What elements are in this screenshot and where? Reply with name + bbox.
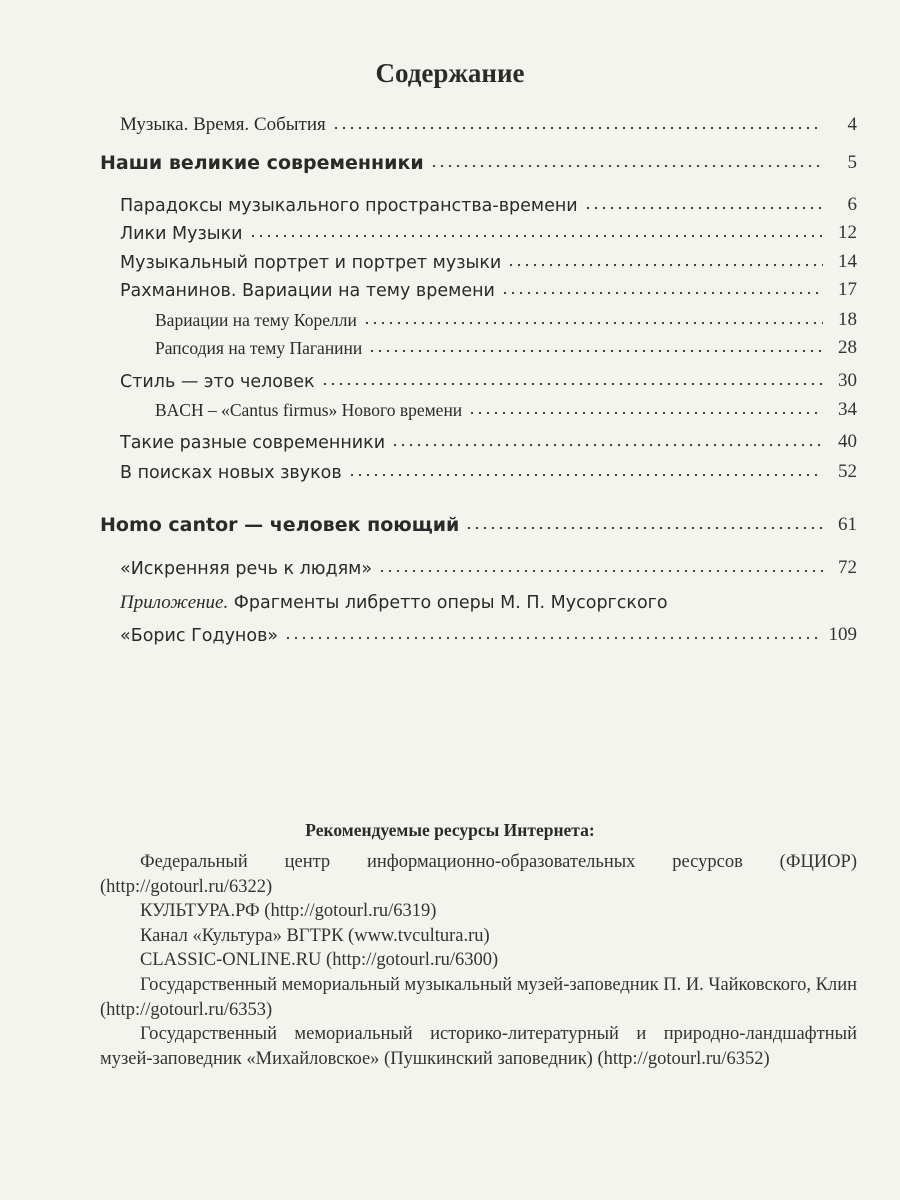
toc-page-number: 18 [838,309,857,330]
toc-entry[interactable] [0,275,900,301]
toc-entry-text: Homo cantor — человек поющий [100,514,460,536]
toc-entry-text: Музыкальный портрет и портрет музыки [120,253,502,273]
toc-entry-text: Рахманинов. Вариации на тему времени [120,281,495,301]
toc-appendix-line1[interactable] [120,592,860,614]
toc-entry-text: Парадоксы музыкального пространства-времени [120,196,578,216]
dot-leader [363,321,823,325]
dot-leader [348,473,823,477]
toc-page-number: 6 [847,194,857,215]
toc-title: Содержание [375,58,525,88]
toc-page-number: 30 [838,370,857,391]
toc-subentry[interactable] [0,395,900,421]
toc-page-number: 109 [828,624,857,645]
dot-leader [332,126,823,130]
appendix-label: Приложение. [120,592,229,613]
toc-appendix-line2[interactable] [0,620,900,646]
dot-leader [249,234,823,238]
dot-leader [468,411,823,415]
toc-entry-text: Такие разные современники [120,433,386,453]
toc-entry[interactable] [0,366,900,392]
toc-page-number: 52 [838,461,857,482]
toc-entry-text: Музыка. Время. События [120,114,326,135]
toc-part[interactable] [0,148,900,174]
toc-page-number: 14 [838,251,857,272]
dot-leader [430,164,823,168]
toc-entry-text: Вариации на тему Корелли [155,310,357,330]
toc-entry-text: «Искренняя речь к людям» [120,559,373,579]
resource-item: Государственный мемориальный историко-литературный и природно-ландшафтный музей-заповедник «Михайловское» (Пушкинский заповедник) (http://gotourl.ru/6352) [100,1024,857,1069]
toc-entry[interactable] [0,110,900,136]
dot-leader [584,206,823,210]
toc-page-number: 17 [838,279,857,300]
resource-item: Государственный мемориальный музыкальный музей-заповедник П. И. Чайковского, Клин (http://gotourl.ru/6353) [100,974,857,1020]
toc-page-number: 4 [847,114,857,135]
dot-leader [501,291,823,295]
toc-page-number: 34 [838,399,857,420]
dot-leader [507,263,823,267]
resources-heading: Рекомендуемые ресурсы Интернета: [305,820,595,840]
dot-leader [284,636,823,640]
dot-leader [321,382,823,386]
resource-item: КУЛЬТУРА.РФ (http://gotourl.ru/6319) [140,901,437,922]
appendix-text: Фрагменты либретто оперы М. П. Мусоргского [228,593,668,613]
toc-entry-text: Стиль — это человек [120,372,315,392]
toc-entry-text: BACH – «Cantus firmus» Нового времени [155,400,463,420]
toc-page-number: 72 [838,557,857,578]
toc-subentry[interactable] [0,305,900,331]
toc-entry-text: В поисках новых звуков [120,463,342,483]
toc-entry[interactable] [0,218,900,244]
resources-list [100,850,857,1071]
resource-item: CLASSIC-ONLINE.RU (http://gotourl.ru/6300) [140,950,499,971]
dot-leader [368,349,823,353]
resource-item: Федеральный центр информационно-образовательных ресурсов (ФЦИОР) (http://gotourl.ru/6322) [100,852,857,897]
resource-item: Канал «Культура» ВГТРК (www.tvcultura.ru) [140,925,490,946]
toc-entry[interactable] [0,247,900,273]
toc-page-number: 28 [838,337,857,358]
dot-leader [391,443,823,447]
dot-leader [465,526,823,530]
toc-entry-text: Лики Музыки [120,224,243,244]
toc-entry[interactable] [0,553,900,579]
toc-part[interactable] [0,510,900,536]
dot-leader [378,569,823,573]
toc-entry[interactable] [0,457,900,483]
toc-entry-text: Рапсодия на тему Паганини [155,338,363,358]
toc-page-number: 5 [847,152,857,173]
toc-entry[interactable] [0,427,900,453]
toc-entry-text: Наши великие современники [100,152,424,174]
toc-subentry[interactable] [0,333,900,359]
toc-page-number: 12 [838,222,857,243]
toc-entry[interactable] [0,190,900,216]
toc-page-number: 61 [838,514,857,535]
toc-entry-text: «Борис Годунов» [120,626,279,646]
toc-page-number: 40 [838,431,857,452]
